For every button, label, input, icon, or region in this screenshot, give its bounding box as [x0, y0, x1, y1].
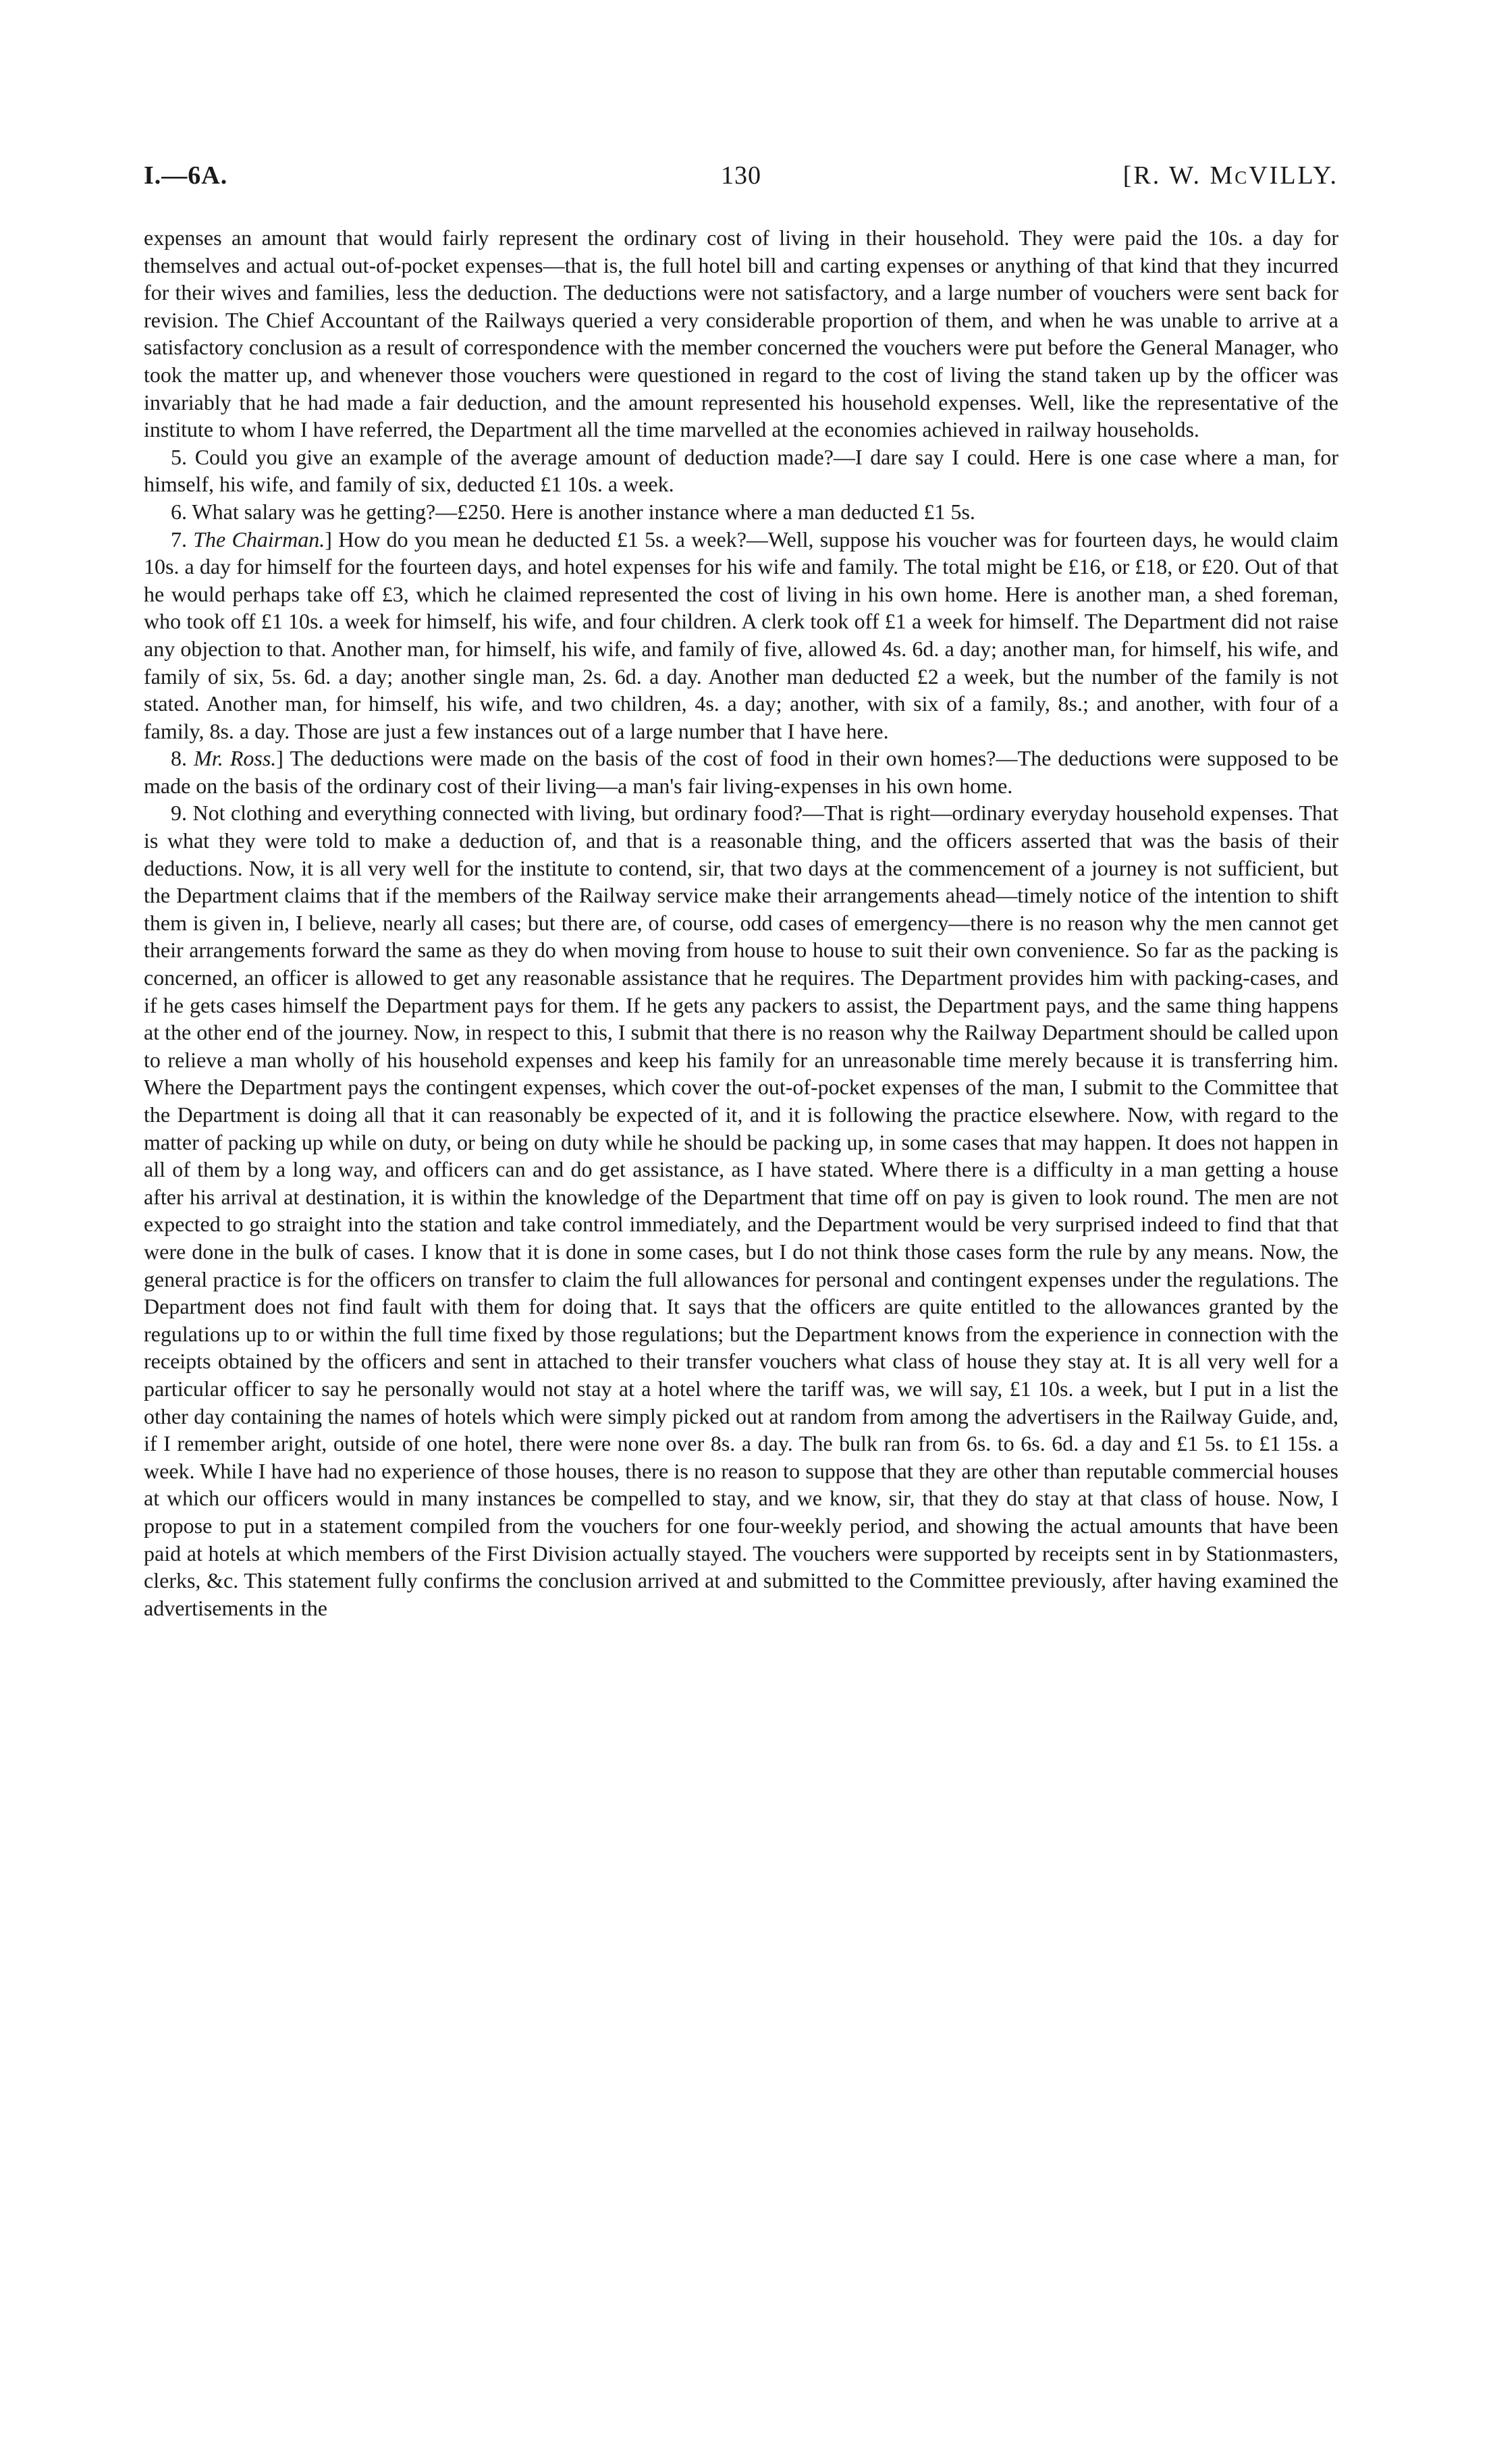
speaker-name: Mr. Ross. — [194, 746, 277, 771]
paragraph-question-7 — [144, 526, 1338, 745]
paragraph-text: Not clothing and everything connected with living, but ordinary food?—That is right—ordinary everyday household expenses. That is what they were told to make a deduction of, and that is a reasonable thing, and the officers asserted that was the basis of their deductions. Now, it is all very well for the institute to contend, sir, that two days at the commencement of a journey is not sufficient, but the Department claims that if the members of the Railway service make their arrangements ahead—timely notice of the intention to shift them is given in, I believe, nearly all cases; but there are, of course, odd cases of emergency—there is no reason why the men cannot get their arrangements forward the same as they do when moving from house to house to suit their own convenience. So far as the packing is concerned, an officer is allowed to get any reasonable assistance that he requires. The Department provides him with packing-cases, and if he gets cases himself the Department pays for them. If he gets any packers to assist, the Department pays, and the same thing happens at the other end of the journey. Now, in respect to this, I submit that there is no reason why the Railway Department should be called upon to relieve a man wholly of his household expenses and keep his family for an unreasonable time merely because it is transferring him. Where the Department pays the contingent expenses, which cover the out-of-pocket expenses of the man, I submit to the Committee that the Department is doing all that it can reasonably be expected of it, and it is following the practice elsewhere. Now, with regard to the matter of packing up while on duty, or being on duty while he should be packing up, in some cases that may happen. It does not happen in all of them by a long way, and officers can and do get assistance, as I have stated. Where there is a difficulty in a man getting a house after his arrival at destination, it is within the knowledge of the Department that time off on pay is given to look round. The men are not expected to go straight into the station and take control immediately, and the Department would be very surprised indeed to find that that were done in the bulk of cases. I know that it is done in some cases, but I do not think those cases form the rule by any means. Now, the general practice is for the officers on transfer to claim the full allowances for personal and contingent expenses under the regulations. The Department does not find fault with them for doing that. It says that the officers are quite entitled to the allowances granted by the regulations up to or within the full time fixed by those regulations; but the Department knows from the experience in connection with the receipts obtained by the officers and sent in attached to their transfer vouchers what class of house they stay at. It is all very well for a particular officer to say he personally would not stay at a hotel where the tariff was, we will say, £1 10s. a week, but I put in a list the other day containing the names of hotels which were simply picked out at random from among the advertisers in the Railway Guide, and, if I remember aright, outside of one hotel, there were none over 8s. a day. The bulk ran from 6s. to 6s. 6d. a day and £1 5s. to £1 15s. a week. While I have had no experience of those houses, there is no reason to suppose that they are other than reputable commercial houses at which our officers would in many instances be compelled to stay, and we know, sir, that they do stay at that class of house. Now, I propose to put in a statement compiled from the vouchers for one four-weekly period, and showing the actual amounts that have been paid at hotels at which members of the First Division actually stayed. The vouchers were supported by receipts sent in by Stationmasters, clerks, &c. This statement fully confirms the conclusion arrived at and submitted to the Committee previously, after having examined the advertisements in the — [144, 801, 1339, 1620]
speaker-name: The Chairman. — [193, 527, 325, 552]
document-page — [144, 161, 1338, 1622]
document-reference: I.—6A. — [144, 161, 228, 190]
page-header — [144, 161, 1338, 204]
speaker-bracket: ] — [276, 746, 290, 771]
document-body — [144, 224, 1338, 1622]
paragraph-text: How do you mean he deducted £1 5s. a week?—Well, suppose his voucher was for fourteen days, he would claim 10s. a day for himself for the fourteen days, and hotel expenses for his wife and family. The total might be £16, or £18, or £20. Out of that he would perhaps take off £3, which he claimed represented the cost of living in his own home. Here is another man, a shed foreman, who took off £1 10s. a week for himself, his wife, and four children. A clerk took off £1 a week for himself. The Department did not raise any objection to that. Another man, for himself, his wife, and family of five, allowed 4s. 6d. a day; another man, for himself, his wife, and family of six, 5s. 6d. a day; another single man, 2s. 6d. a day. Another man deducted £2 a week, but the number of the family is not stated. Another man, for himself, his wife, and two children, 4s. a day; another, with six of a family, 8s.; and another, with four of a family, 8s. a day. Those are just a few instances out of a large number that I have here. — [144, 527, 1339, 743]
question-number: 8. — [171, 746, 194, 771]
question-number: 7. — [171, 527, 194, 552]
question-number: 9. — [171, 801, 193, 826]
paragraph-text: What salary was he getting?—£250. Here is another instance where a man deducted £1 5s. — [192, 499, 975, 524]
paragraph-text: Could you give an example of the average amount of deduction made?—I dare say I could. Here is one case where a man, for himself, his wife, and family of six, deducted £1 10s. a week. — [144, 444, 1339, 497]
witness-name: [R. W. McVILLY. — [1122, 161, 1338, 190]
paragraph-text: The deductions were made on the basis of the cost of food in their own homes?—The deductions were supposed to be made on the basis of the ordinary cost of their living—a man's fair living-expenses in his own home. — [144, 746, 1339, 798]
paragraph-question-6 — [144, 498, 1338, 526]
paragraph-question-8 — [144, 745, 1338, 799]
paragraph-continuation: expenses an amount that would fairly represent the ordinary cost of living in their household. They were paid the 10s. a day for themselves and actual out-of-pocket expenses—that is, the full hotel bill and carting expenses or anything of that kind that they incurred for their wives and families, less the deduction. The deductions were not satisfactory, and a large number of vouchers were sent back for revision. The Chief Accountant of the Railways queried a very considerable proportion of them, and when he was unable to arrive at a satisfactory conclusion as a result of correspondence with the member concerned the vouchers were put before the General Manager, who took the matter up, and whenever those vouchers were questioned in regard to the cost of living the stand taken up by the officer was invariably that he had made a fair deduction, and the amount represented his household expenses. Well, like the representative of the institute to whom I have referred, the Department all the time marvelled at the economies achieved in railway households. — [144, 225, 1338, 442]
speaker-bracket: ] — [325, 527, 339, 552]
page-number: 130 — [721, 161, 761, 190]
paragraph-question-9 — [144, 799, 1338, 1622]
question-number: 6. — [171, 499, 192, 524]
question-number: 5. — [171, 444, 195, 469]
paragraph-question-5 — [144, 444, 1338, 498]
